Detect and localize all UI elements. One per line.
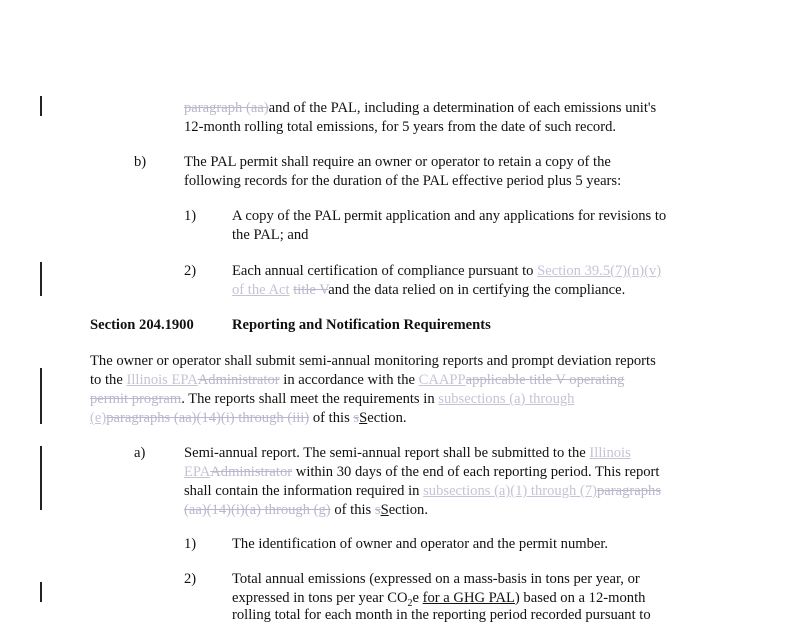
deleted-text: (aa)(14)(i)(a) through (g) (184, 502, 331, 518)
deleted-text: paragraph (aa) (184, 100, 269, 116)
item-b-label: b) (134, 154, 147, 170)
item-a1-label: 1) (184, 536, 197, 552)
inserted-text: subsections (a) through (438, 391, 575, 407)
item-a-line-3 (184, 482, 661, 501)
inserted-text: for a GHG PAL (422, 590, 515, 606)
deleted-text: title V (293, 282, 329, 298)
inserted-text: Illinois (589, 445, 631, 461)
item-b1-line-1: A copy of the PAL permit application and any applications for revisions to (232, 208, 667, 224)
body-text: 12-month rolling total emissions, for 5 years from the date of such record. (184, 119, 617, 135)
deleted-text: paragraphs (aa)(14)(i) through (iii) (106, 410, 310, 426)
section-number: Section 204.1900 (90, 317, 194, 333)
item-top-line-1 (184, 99, 656, 118)
body-text: Each annual certification of compliance pursuant to (232, 263, 534, 279)
inserted-text: Section 39.5(7)(n)(v) (537, 263, 662, 279)
deleted-text: Administrator (197, 372, 280, 388)
item-a-line-1 (184, 444, 631, 463)
inserted-text: (e) (90, 410, 107, 426)
change-bar (40, 96, 42, 116)
item-a-line-4 (184, 501, 428, 520)
body-text: and the data relied on in certifying the compliance. (328, 282, 626, 298)
inserted-text: EPA (184, 464, 211, 480)
item-b-line-2: following records for the duration of the PAL effective period plus 5 years: (184, 173, 622, 189)
body-text: ection. (367, 410, 407, 426)
body-text: e (412, 590, 419, 606)
body-text: shall contain the information required in (184, 483, 420, 499)
para-main-line-4 (90, 409, 407, 428)
item-b2-line-2 (232, 281, 625, 300)
item-b2-label: 2) (184, 263, 197, 279)
inserted-text: of the Act (232, 282, 290, 298)
para-main-line-2 (90, 371, 624, 390)
item-b1-line-2: the PAL; and (232, 227, 309, 243)
body-text: expressed in tons per year CO (232, 590, 408, 606)
item-top-line-2 (184, 118, 616, 137)
item-a2-line-1: Total annual emissions (expressed on a mass-basis in tons per year, or (232, 571, 640, 587)
deleted-text: Administrator (210, 464, 293, 480)
change-bar (40, 582, 42, 602)
item-a2-line-3: rolling total for each month in the reporting period recorded pursuant to (232, 607, 651, 623)
body-text: . The reports shall meet the requirements in (181, 391, 435, 407)
item-b-line-1: The PAL permit shall require an owner or operator to retain a copy of the (184, 154, 611, 170)
change-bar (40, 262, 42, 296)
item-a-label: a) (134, 445, 146, 461)
body-text: and of the PAL, including a determination of each emissions unit's (268, 100, 657, 116)
body-text: ) based on a 12-month (514, 590, 646, 606)
body-text: of this (312, 410, 350, 426)
item-a-line-2 (184, 463, 659, 482)
body-text: to the (90, 372, 123, 388)
deleted-text: applicable title V operating (465, 372, 625, 388)
item-b1-label: 1) (184, 208, 197, 224)
inserted-text: CAAPP (418, 372, 466, 388)
deleted-text: permit program (90, 391, 182, 407)
inserted-text: S (380, 502, 389, 518)
change-bar (40, 368, 42, 424)
body-text: Semi-annual report. The semi-annual report shall be submitted to the (184, 445, 586, 461)
body-text: within 30 days of the end of each reporting period. This report (295, 464, 660, 480)
item-a1-text: The identification of owner and operator and the permit number. (232, 536, 609, 552)
section-title: Reporting and Notification Requirements (232, 317, 491, 333)
para-main-line-3 (90, 390, 574, 409)
deleted-text: s (374, 502, 381, 518)
subscript: 2 (407, 597, 413, 609)
body-text: of this (334, 502, 372, 518)
body-text: in accordance with the (283, 372, 415, 388)
item-a2-label: 2) (184, 571, 197, 587)
inserted-text: subsections (a)(1) through (7) (423, 483, 597, 499)
para-main-line-1: The owner or operator shall submit semi-annual monitoring reports and prompt deviation reports (90, 353, 656, 369)
change-bar (40, 446, 42, 510)
inserted-text: S (359, 410, 368, 426)
body-text: ection. (388, 502, 428, 518)
inserted-text: Illinois EPA (126, 372, 198, 388)
item-b2-line-1 (232, 262, 661, 281)
deleted-text: paragraphs (597, 483, 662, 499)
deleted-text: s (353, 410, 360, 426)
